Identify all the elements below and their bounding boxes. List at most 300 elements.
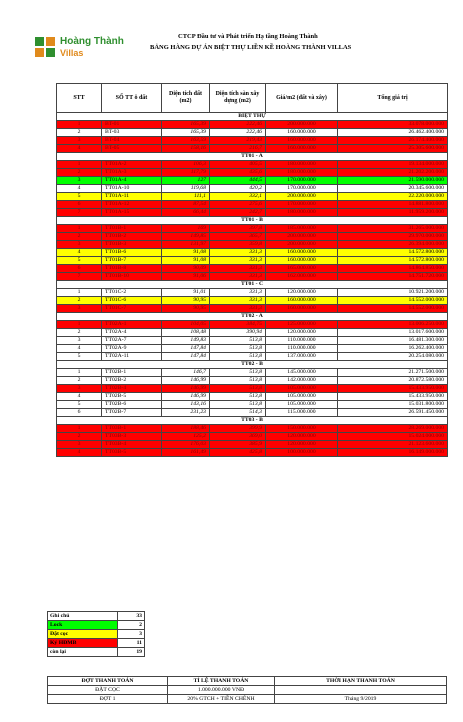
cell-floor-area: 399,9	[210, 425, 266, 433]
logo-text-sub: Villas	[60, 48, 84, 58]
cell-stt: 1	[57, 289, 102, 297]
table-row	[57, 393, 448, 401]
legend-count: 3	[118, 630, 145, 639]
cell-stt: 1	[57, 425, 102, 433]
cell-lot: TT02B-2	[102, 377, 162, 385]
cell-floor-area: 222,46	[210, 129, 266, 137]
payment-deadline: Tháng 9/2019	[275, 695, 447, 704]
cell-lot: TT01A-3	[102, 169, 162, 177]
cell-total: 15.433.950.000	[338, 385, 448, 393]
page-header	[0, 0, 463, 80]
cell-total: 28.269.000.000	[338, 425, 448, 433]
cell-total: 26.462.400.000	[338, 129, 448, 137]
section-header-row	[57, 361, 448, 369]
cell-floor-area: 513,8	[210, 377, 266, 385]
payment-row	[48, 686, 447, 695]
cell-stt: 5	[57, 257, 102, 265]
cell-land-area: 90,95	[162, 297, 210, 305]
cell-price: 150.000.000	[266, 425, 338, 433]
cell-land-area: 165,39	[162, 129, 210, 137]
cell-stt: 3	[57, 241, 102, 249]
cell-price: 160.000.000	[266, 305, 338, 313]
document-title: BẢNG HÀNG DỰ ÁN BIỆT THỰ LIỀN KỀ HOÀNG THÀNH VILLAS	[150, 44, 352, 51]
cell-stt: 4	[57, 249, 102, 257]
cell-land-area: 146,7	[162, 369, 210, 377]
section-title: TT03 - B	[57, 417, 448, 425]
cell-total: 26.591.450.000	[338, 409, 448, 417]
cell-price: 170.000.000	[266, 185, 338, 193]
cell-land-area: 125,2	[162, 433, 210, 441]
cell-lot: TT01A-4	[102, 177, 162, 185]
cell-price: 160.000.000	[266, 145, 338, 153]
cell-lot: TT01B-6	[102, 249, 162, 257]
cell-land-area: 119,68	[162, 185, 210, 193]
cell-floor-area: 390,94	[210, 329, 266, 337]
cell-land-area: 117,79	[162, 169, 210, 177]
cell-floor-area: 513,8	[210, 385, 266, 393]
cell-total: 14.572.800.000	[338, 257, 448, 265]
cell-floor-area: 385,9	[210, 441, 266, 449]
section-title: TT01 - C	[57, 281, 448, 289]
cell-stt: 1	[57, 321, 102, 329]
cell-land-area: 147,84	[162, 345, 210, 353]
legend-label: còn lại	[48, 648, 118, 657]
cell-total: 29.970.000.000	[338, 233, 448, 241]
header-price-per-m2: Giá/m2 (đất và xây)	[266, 84, 338, 113]
cell-stt: 1	[57, 121, 102, 129]
cell-land-area: 91,01	[162, 289, 210, 297]
cell-lot: TT01B-8	[102, 265, 162, 273]
cell-lot: TT01C-6	[102, 297, 162, 305]
table-row	[57, 265, 448, 273]
payment-header-ratio: TỈ LỆ THANH TOÁN	[168, 677, 275, 686]
legend-count: 11	[118, 639, 145, 648]
cell-lot: BT-01	[102, 121, 162, 129]
cell-total: 26.174.400.000	[338, 137, 448, 145]
cell-lot: TT01C-2	[102, 289, 162, 297]
cell-floor-area: 331,3	[210, 273, 266, 281]
cell-floor-area: 513,8	[210, 401, 266, 409]
cell-land-area: 111,1	[162, 193, 210, 201]
cell-floor-area: 275,6	[210, 201, 266, 209]
cell-price: 170.000.000	[266, 201, 338, 209]
cell-stt: 6	[57, 201, 102, 209]
cell-floor-area: 331,3	[210, 249, 266, 257]
cell-land-area: 158,16	[162, 145, 210, 153]
cell-stt: 3	[57, 305, 102, 313]
cell-total: 16.481.300.000	[338, 337, 448, 345]
cell-lot: TT02A-1	[102, 321, 162, 329]
cell-land-area: 91,08	[162, 249, 210, 257]
cell-floor-area: 513,8	[210, 337, 266, 345]
cell-floor-area: 405,5	[210, 161, 266, 169]
cell-price: 120.000.000	[266, 329, 338, 337]
cell-lot: TT01B-3	[102, 241, 162, 249]
cell-land-area: 163,59	[162, 137, 210, 145]
cell-floor-area: 425,8	[210, 449, 266, 457]
cell-lot: TT01B-7	[102, 257, 162, 265]
header-lot: SỐ TT ô đất	[102, 84, 162, 113]
cell-land-area: 146,99	[162, 377, 210, 385]
cell-land-area: 176,03	[162, 441, 210, 449]
table-row	[57, 145, 448, 153]
cell-price: 180.000.000	[266, 169, 338, 177]
legend-count: 33	[118, 612, 145, 621]
table-row	[57, 257, 448, 265]
cell-price: 200.000.000	[266, 233, 338, 241]
cell-price: 200.000.000	[266, 121, 338, 129]
cell-stt: 4	[57, 145, 102, 153]
cell-floor-area: 242,7	[210, 209, 266, 217]
cell-stt: 4	[57, 345, 102, 353]
cell-price: 105.000.000	[266, 393, 338, 401]
cell-land-area: 90,95	[162, 305, 210, 313]
header-floor-area: Diện tích sàn xây dựng (m2)	[210, 84, 266, 113]
cell-land-area: 131,97	[162, 241, 210, 249]
cell-stt: 3	[57, 441, 102, 449]
cell-floor-area: 384,75	[210, 321, 266, 329]
cell-lot: TT03B-4	[102, 441, 162, 449]
cell-price: 110.000.000	[266, 345, 338, 353]
legend-label: Ghi chú	[48, 612, 118, 621]
cell-lot: TT02A-7	[102, 337, 162, 345]
cell-floor-area: 420,2	[210, 185, 266, 193]
table-row	[57, 161, 448, 169]
cell-lot: TT02B-6	[102, 401, 162, 409]
cell-total: 21.271.500.000	[338, 369, 448, 377]
cell-price: 165.000.000	[266, 265, 338, 273]
table-row	[57, 241, 448, 249]
table-header-row	[57, 84, 448, 113]
cell-price: 162.000.000	[266, 273, 338, 281]
table-row	[57, 377, 448, 385]
payment-table	[47, 676, 447, 704]
cell-lot: TT01A-11	[102, 193, 162, 201]
table-row	[57, 409, 448, 417]
cell-stt: 2	[57, 433, 102, 441]
cell-price: 125.000.000	[266, 321, 338, 329]
table-row	[57, 193, 448, 201]
cell-floor-area: 219,43	[210, 137, 266, 145]
cell-stt: 2	[57, 329, 102, 337]
payment-phase: ĐỢT 1	[48, 695, 168, 704]
cell-stt: 4	[57, 185, 102, 193]
cell-lot: TT01B-1	[102, 225, 162, 233]
cell-total: 25.305.600.000	[338, 145, 448, 153]
payment-header-row	[48, 677, 447, 686]
cell-price: 142.000.000	[266, 377, 338, 385]
cell-floor-area: 369,0	[210, 433, 266, 441]
section-header-row	[57, 153, 448, 161]
cell-total: 16.149.000.000	[338, 449, 448, 457]
cell-land-area: 165,39	[162, 121, 210, 129]
cell-total: 21.590.000.000	[338, 177, 448, 185]
legend-row	[48, 648, 145, 657]
cell-stt: 2	[57, 233, 102, 241]
cell-price: 170.000.000	[266, 177, 338, 185]
cell-total: 20.345.600.000	[338, 185, 448, 193]
legend-row	[48, 639, 145, 648]
table-row	[57, 433, 448, 441]
cell-land-area: 104,05	[162, 321, 210, 329]
table-row	[57, 137, 448, 145]
header-stt: STT	[57, 84, 102, 113]
table-row	[57, 249, 448, 257]
cell-total: 33.078.000.000	[338, 121, 448, 129]
cell-price: 185.000.000	[266, 225, 338, 233]
cell-floor-area: 514,3	[210, 409, 266, 417]
cell-total: 16.262.400.000	[338, 345, 448, 353]
table-row	[57, 177, 448, 185]
cell-stt: 3	[57, 137, 102, 145]
payment-header-deadline: THỜI HẠN THANH TOÁN	[275, 677, 447, 686]
cell-total: 11.959.200.000	[338, 209, 448, 217]
section-header-row	[57, 113, 448, 121]
section-header-row	[57, 281, 448, 289]
cell-lot: TT02B-4	[102, 385, 162, 393]
cell-price: 145.000.000	[266, 369, 338, 377]
section-header-row	[57, 417, 448, 425]
cell-land-area: 87,54	[162, 201, 210, 209]
cell-land-area: 106,3	[162, 161, 210, 169]
cell-stt: 6	[57, 265, 102, 273]
cell-price: 180.000.000	[266, 209, 338, 217]
cell-land-area: 169	[162, 225, 210, 233]
cell-stt: 5	[57, 193, 102, 201]
cell-total: 15.031.800.000	[338, 401, 448, 409]
section-title: BIỆT THỰ	[57, 113, 448, 121]
cell-price: 180.000.000	[266, 161, 338, 169]
legend-count: 19	[118, 648, 145, 657]
cell-floor-area: 332,1	[210, 193, 266, 201]
cell-price: 160.000.000	[266, 249, 338, 257]
section-title: TT01 - A	[57, 153, 448, 161]
section-title: TT02 - B	[57, 361, 448, 369]
cell-total: 14.552.000.000	[338, 297, 448, 305]
cell-lot: BT-05	[102, 145, 162, 153]
cell-stt: 7	[57, 209, 102, 217]
cell-stt: 5	[57, 353, 102, 361]
legend-count: 2	[118, 621, 145, 630]
cell-land-area: 143,16	[162, 401, 210, 409]
table-row	[57, 289, 448, 297]
cell-lot: TT02B-7	[102, 409, 162, 417]
cell-total: 21.123.600.000	[338, 441, 448, 449]
cell-stt: 3	[57, 337, 102, 345]
legend-row	[48, 630, 145, 639]
table-row	[57, 385, 448, 393]
company-logo	[34, 36, 144, 66]
table-row	[57, 353, 448, 361]
cell-total: 14.881.800.000	[338, 201, 448, 209]
table-row	[57, 449, 448, 457]
cell-floor-area: 444,5	[210, 177, 266, 185]
cell-stt: 4	[57, 449, 102, 457]
legend-label: Đặt cọc	[48, 630, 118, 639]
cell-land-area: 90,09	[162, 265, 210, 273]
cell-floor-area: 222,46	[210, 121, 266, 129]
cell-lot: TT01A-10	[102, 185, 162, 193]
table-row	[57, 121, 448, 129]
table-row	[57, 233, 448, 241]
table-row	[57, 401, 448, 409]
cell-land-area: 161,49	[162, 449, 210, 457]
table-row	[57, 345, 448, 353]
cell-total: 13.006.250.000	[338, 321, 448, 329]
section-header-row	[57, 217, 448, 225]
cell-price: 120.000.000	[266, 441, 338, 449]
cell-land-area: 91,08	[162, 257, 210, 265]
cell-price: 137.000.000	[266, 353, 338, 361]
cell-price: 160.000.000	[266, 129, 338, 137]
table-row	[57, 185, 448, 193]
payment-phase: ĐẶT CỌC	[48, 686, 168, 695]
header-land-area: Diện tích đất (m2)	[162, 84, 210, 113]
cell-land-area: 146,99	[162, 393, 210, 401]
cell-total: 14.751.720.000	[338, 273, 448, 281]
cell-stt: 3	[57, 177, 102, 185]
cell-floor-area: 435,6	[210, 169, 266, 177]
cell-floor-area: 397,8	[210, 225, 266, 233]
cell-lot: TT02A-4	[102, 329, 162, 337]
cell-total: 21.202.200.000	[338, 169, 448, 177]
cell-land-area: 231,23	[162, 409, 210, 417]
cell-stt: 2	[57, 297, 102, 305]
cell-floor-area: 359,8	[210, 241, 266, 249]
cell-floor-area: 513,8	[210, 393, 266, 401]
table-row	[57, 225, 448, 233]
cell-price: 120.000.000	[266, 289, 338, 297]
cell-lot: TT01C-7	[102, 305, 162, 313]
cell-price: 160.000.000	[266, 257, 338, 265]
cell-floor-area: 513,8	[210, 345, 266, 353]
logo-text-main: Hoàng Thành	[60, 36, 124, 47]
cell-stt: 2	[57, 169, 102, 177]
legend-row	[48, 621, 145, 630]
cell-lot: TT01A-12	[102, 201, 162, 209]
cell-lot: TT01B-10	[102, 273, 162, 281]
cell-lot: TT02A-9	[102, 345, 162, 353]
cell-lot: TT01A-15	[102, 209, 162, 217]
payment-row	[48, 695, 447, 704]
cell-price: 110.000.000	[266, 337, 338, 345]
cell-total: 10.921.200.000	[338, 289, 448, 297]
cell-total: 31.265.000.000	[338, 225, 448, 233]
payment-header-phase: ĐỢT THANH TOÁN	[48, 677, 168, 686]
cell-lot: TT02A-11	[102, 353, 162, 361]
cell-land-area: 149,83	[162, 337, 210, 345]
cell-price: 160.000.000	[266, 137, 338, 145]
cell-lot: TT02B-5	[102, 393, 162, 401]
cell-total: 15.433.950.000	[338, 393, 448, 401]
cell-land-area: 149,85	[162, 233, 210, 241]
cell-total: 26.394.000.000	[338, 241, 448, 249]
table-row	[57, 321, 448, 329]
cell-stt: 4	[57, 393, 102, 401]
cell-land-area: 146,99	[162, 385, 210, 393]
cell-total: 15.024.000.000	[338, 433, 448, 441]
table-row	[57, 425, 448, 433]
cell-floor-area: 513,8	[210, 353, 266, 361]
cell-stt: 6	[57, 409, 102, 417]
cell-total: 13.017.600.000	[338, 329, 448, 337]
header-total: Tổng giá trị	[338, 84, 448, 113]
table-row	[57, 305, 448, 313]
cell-land-area: 91,06	[162, 273, 210, 281]
table-row	[57, 329, 448, 337]
cell-total: 22.220.000.000	[338, 193, 448, 201]
cell-stt: 7	[57, 273, 102, 281]
payment-deadline	[275, 686, 447, 695]
cell-total: 19.134.000.000	[338, 161, 448, 169]
table-row	[57, 297, 448, 305]
cell-lot: BT-03	[102, 129, 162, 137]
cell-total: 14.552.000.000	[338, 305, 448, 313]
cell-stt: 1	[57, 161, 102, 169]
cell-lot: TT03B-1	[102, 425, 162, 433]
legend-row	[48, 612, 145, 621]
section-header-row	[57, 313, 448, 321]
cell-floor-area: 513,8	[210, 369, 266, 377]
cell-floor-area: 216,7	[210, 145, 266, 153]
cell-lot: TT03B-5	[102, 449, 162, 457]
cell-price: 120.000.000	[266, 433, 338, 441]
cell-price: 115.000.000	[266, 409, 338, 417]
payment-ratio: 1.000.000.000 VNĐ	[168, 686, 275, 695]
cell-stt: 2	[57, 129, 102, 137]
cell-land-area: 188,46	[162, 425, 210, 433]
table-row	[57, 201, 448, 209]
cell-price: 200.000.000	[266, 241, 338, 249]
cell-total: 20.872.580.000	[338, 377, 448, 385]
payment-ratio: 20% GTCH + TIỀN CHÊNH	[168, 695, 275, 704]
cell-price: 160.000.000	[266, 297, 338, 305]
legend-table	[47, 611, 145, 657]
cell-stt: 5	[57, 401, 102, 409]
cell-floor-area: 331,3	[210, 265, 266, 273]
cell-floor-area: 331,3	[210, 257, 266, 265]
legend-label: Ký HĐMB	[48, 639, 118, 648]
price-table	[56, 83, 448, 457]
cell-lot: TT01A-2	[102, 161, 162, 169]
cell-price: 105.000.000	[266, 385, 338, 393]
cell-floor-area: 365,7	[210, 233, 266, 241]
table-row	[57, 441, 448, 449]
cell-lot: TT01B-2	[102, 233, 162, 241]
cell-lot: TT03B-3	[102, 433, 162, 441]
table-row	[57, 273, 448, 281]
section-title: TT01 - B	[57, 217, 448, 225]
table-row	[57, 369, 448, 377]
cell-floor-area: 331,3	[210, 305, 266, 313]
cell-price: 100.000.000	[266, 449, 338, 457]
table-row	[57, 129, 448, 137]
cell-stt: 1	[57, 225, 102, 233]
company-name: CTCP Đầu tư và Phát triển Hạ tầng Hoàng Thành	[178, 33, 318, 40]
cell-total: 14.864.850.000	[338, 265, 448, 273]
table-row	[57, 209, 448, 217]
cell-land-area: 66,44	[162, 209, 210, 217]
cell-price: 105.000.000	[266, 401, 338, 409]
cell-stt: 3	[57, 385, 102, 393]
cell-stt: 2	[57, 377, 102, 385]
table-row	[57, 337, 448, 345]
logo-mark-icon	[34, 36, 56, 58]
cell-floor-area: 331,3	[210, 297, 266, 305]
cell-stt: 1	[57, 369, 102, 377]
section-title: TT02 - A	[57, 313, 448, 321]
cell-floor-area: 331,3	[210, 289, 266, 297]
